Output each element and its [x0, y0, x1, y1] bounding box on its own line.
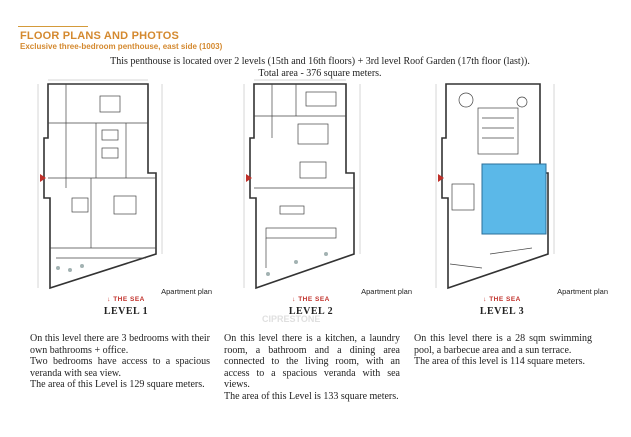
floor-plan-level-3-drawing [432, 78, 612, 300]
floor-plan-level-1-drawing [36, 78, 216, 300]
level-2-label: LEVEL 2 [288, 306, 334, 317]
intro-text [40, 56, 600, 80]
description-paragraph: The area of this level is 114 square meters. [414, 356, 585, 368]
swimming-pool [482, 164, 546, 234]
watermark-logo: CIPRESTONE [262, 314, 321, 324]
sea-label-level-2: ↓ THE SEA [292, 296, 330, 303]
level-3-description [414, 333, 592, 368]
level-3-label: LEVEL 3 [479, 306, 525, 317]
apartment-plan-caption-2: Apartment plan [361, 287, 412, 296]
description-paragraph: On this level there is a kitchen, a laundry room, a bathroom and a dining area connected to the living room, with an access to a spacious veranda with sea views. [224, 333, 400, 391]
level-1-description [30, 333, 210, 391]
apartment-plan-caption-3: Apartment plan [557, 287, 608, 296]
sea-label-level-1: ↓ THE SEA [107, 296, 145, 303]
level-2-description [224, 333, 400, 403]
apartment-plan-caption-1: Apartment plan [161, 287, 212, 296]
floor-plan-level-2 [236, 78, 416, 300]
description-paragraph: Two bedrooms have access to a spacious veranda with sea view. [30, 356, 210, 379]
level-1-label: LEVEL 1 [103, 306, 149, 317]
header-rule [18, 26, 88, 27]
page-title: FLOOR PLANS AND PHOTOS [20, 30, 180, 42]
description-paragraph: On this level there is a 28 sqm swimming pool, a barbecue area and a sun terrace. [414, 333, 592, 356]
floor-plan-level-2-drawing [236, 78, 416, 300]
sea-arrow-icon: ↓ [292, 296, 296, 303]
page-subtitle: Exclusive three-bedroom penthouse, east side (1003) [20, 42, 223, 51]
description-paragraph: The area of this Level is 129 square meters. [30, 379, 205, 391]
description-paragraph: On this level there are 3 bedrooms with their own bathrooms + office. [30, 333, 210, 356]
floor-plan-level-3 [432, 78, 612, 300]
sea-arrow-icon: ↓ [483, 296, 487, 303]
description-paragraph: The area of this Level is 133 square meters. [224, 390, 399, 402]
sea-arrow-icon: ↓ [107, 296, 111, 303]
intro-line-2: Total area - 376 square meters. [258, 68, 382, 79]
sea-label-level-3: ↓ THE SEA [483, 296, 521, 303]
intro-line-1: This penthouse is located over 2 levels (15th and 16th floors) + 3rd level Roof Garden (17th floor (last)). [110, 56, 530, 67]
floor-plan-level-1 [36, 78, 216, 300]
